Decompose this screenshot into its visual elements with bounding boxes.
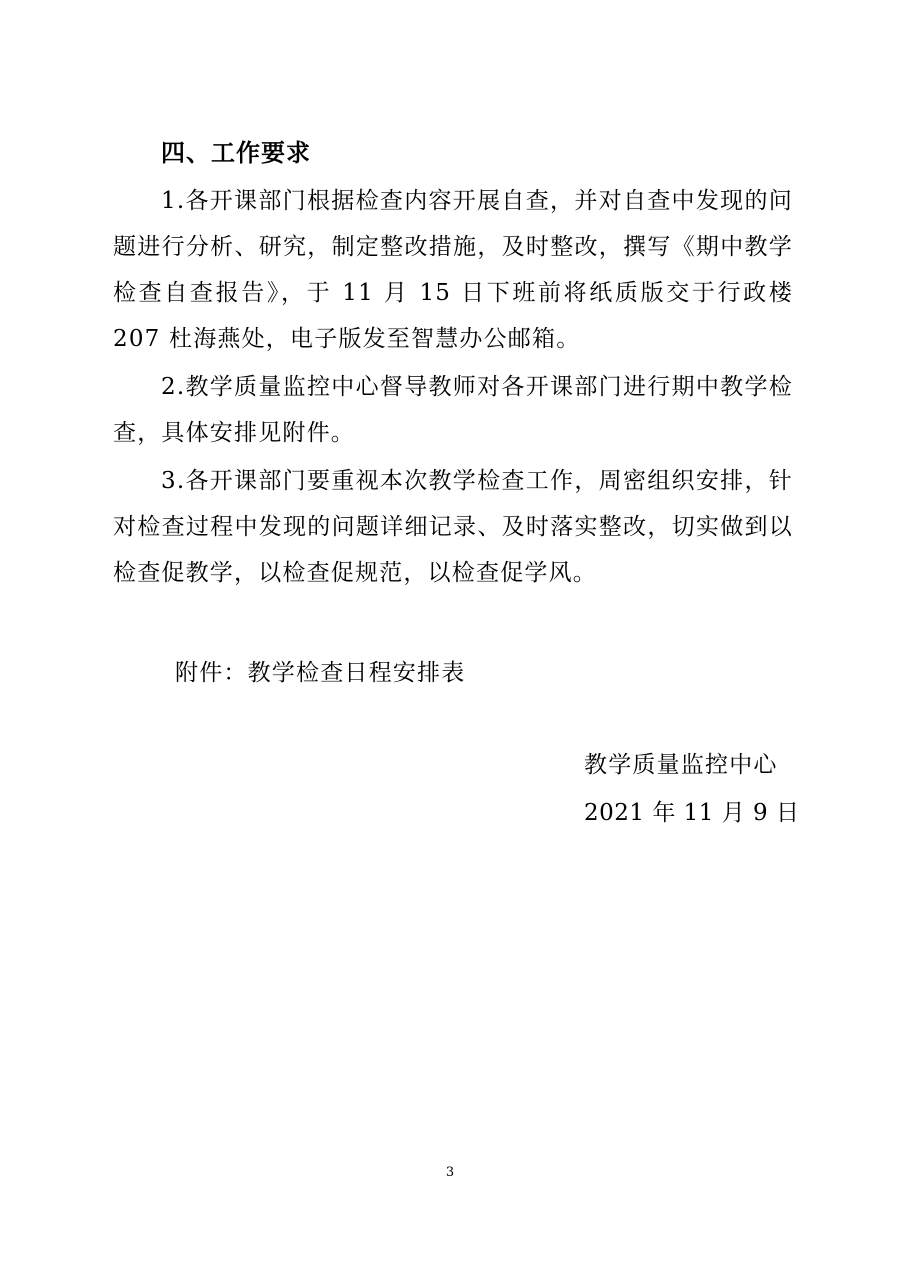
section-heading: 四、工作要求 — [161, 139, 311, 167]
requirement-paragraph-2: 2.教学质量监控中心督导教师对各开课部门进行期中教学检查，具体安排见附件。 — [113, 374, 793, 446]
requirement-paragraph-1: 1.各开课部门根据检查内容开展自查，并对自查中发现的问题进行分析、研究，制定整改措施，及时整改，撰写《期中教学检查自查报告》，于 11 月 15 日下班前将纸质版交于行政楼 207 杜海燕处，电子版发至智慧办公邮箱。 — [113, 188, 793, 352]
signature-organization: 教学质量监控中心 — [584, 752, 778, 778]
signature-date: 2021 年 11 月 9 日 — [584, 800, 800, 826]
attachment-note: 附件：教学检查日程安排表 — [175, 660, 466, 686]
requirement-paragraph-3: 3.各开课部门要重视本次教学检查工作，周密组织安排，针对检查过程中发现的问题详细记录、及时落实整改，切实做到以检查促教学，以检查促规范，以检查促学风。 — [113, 468, 793, 586]
page-number: 3 — [445, 1165, 455, 1180]
